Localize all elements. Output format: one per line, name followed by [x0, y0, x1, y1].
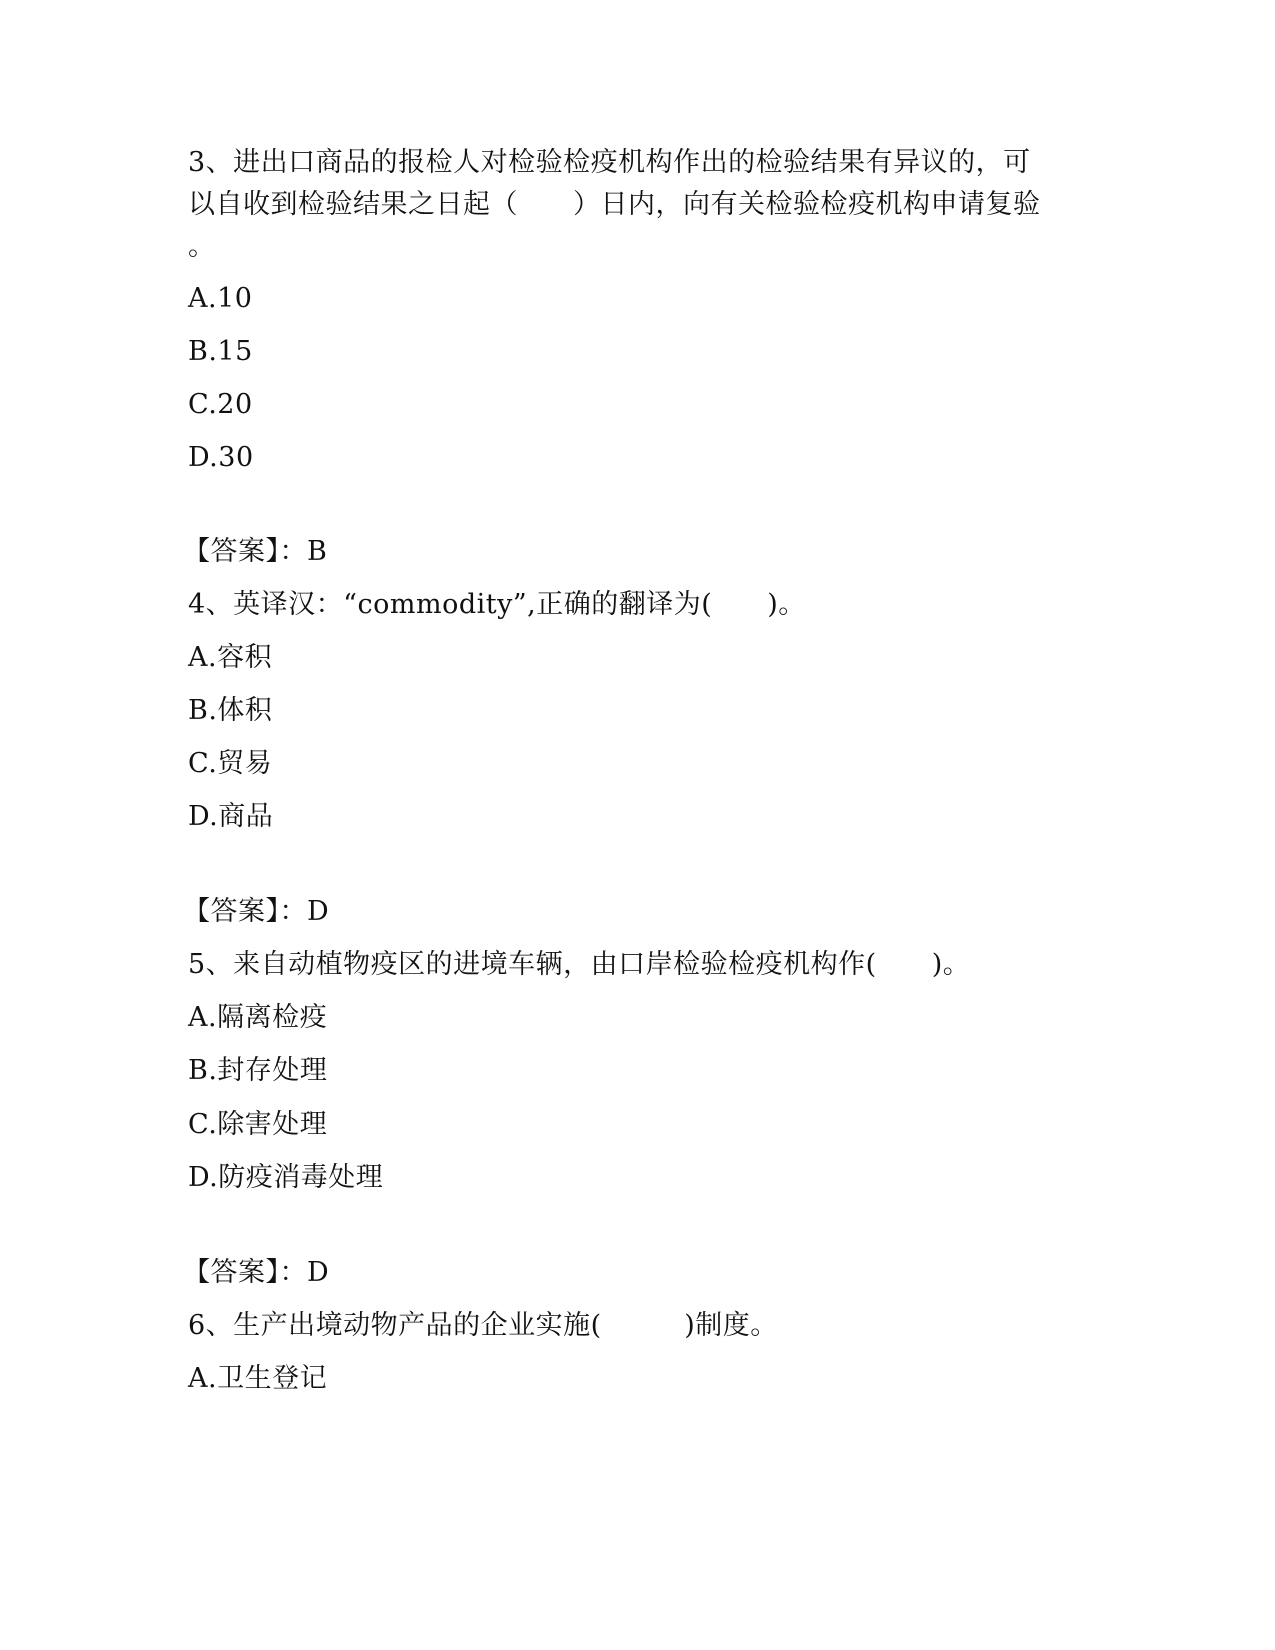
question-6-stem-line-1: 6、生产出境动物产品的企业实施( )制度。 — [188, 1310, 778, 1341]
question-3-option-a: A.10 — [188, 283, 253, 314]
question-5-option-d: D.防疫消毒处理 — [188, 1162, 384, 1193]
question-3-stem-line-3: 。 — [188, 231, 216, 262]
question-4-option-d: D.商品 — [188, 801, 274, 832]
question-4-option-b: B.体积 — [188, 695, 273, 726]
question-4-option-a: A.容积 — [188, 642, 273, 673]
question-5-answer: 【答案】：D — [183, 1257, 330, 1288]
question-4-option-c: C.贸易 — [188, 748, 273, 779]
question-5-option-c: C.除害处理 — [188, 1109, 328, 1140]
question-3-stem-line-1: 3、进出口商品的报检人对检验检疫机构作出的检验结果有异议的，可 — [188, 147, 1031, 178]
question-5-option-a: A.隔离检疫 — [188, 1002, 328, 1033]
question-4-answer: 【答案】：D — [183, 896, 330, 927]
question-3-option-b: B.15 — [188, 336, 253, 367]
question-5-stem-line-1: 5、来自动植物疫区的进境车辆，由口岸检验检疫机构作( )。 — [188, 949, 971, 980]
question-4-stem-line-1: 4、英译汉：“commodity”,正确的翻译为( )。 — [188, 589, 806, 620]
question-3-option-d: D.30 — [188, 442, 254, 473]
question-6-option-a: A.卫生登记 — [188, 1363, 328, 1394]
question-3-option-c: C.20 — [188, 389, 253, 420]
question-3-stem-line-2: 以自收到检验结果之日起（ ）日内，向有关检验检疫机构申请复验 — [188, 189, 1041, 220]
question-3-answer: 【答案】：B — [183, 536, 328, 567]
question-5-option-b: B.封存处理 — [188, 1055, 328, 1086]
